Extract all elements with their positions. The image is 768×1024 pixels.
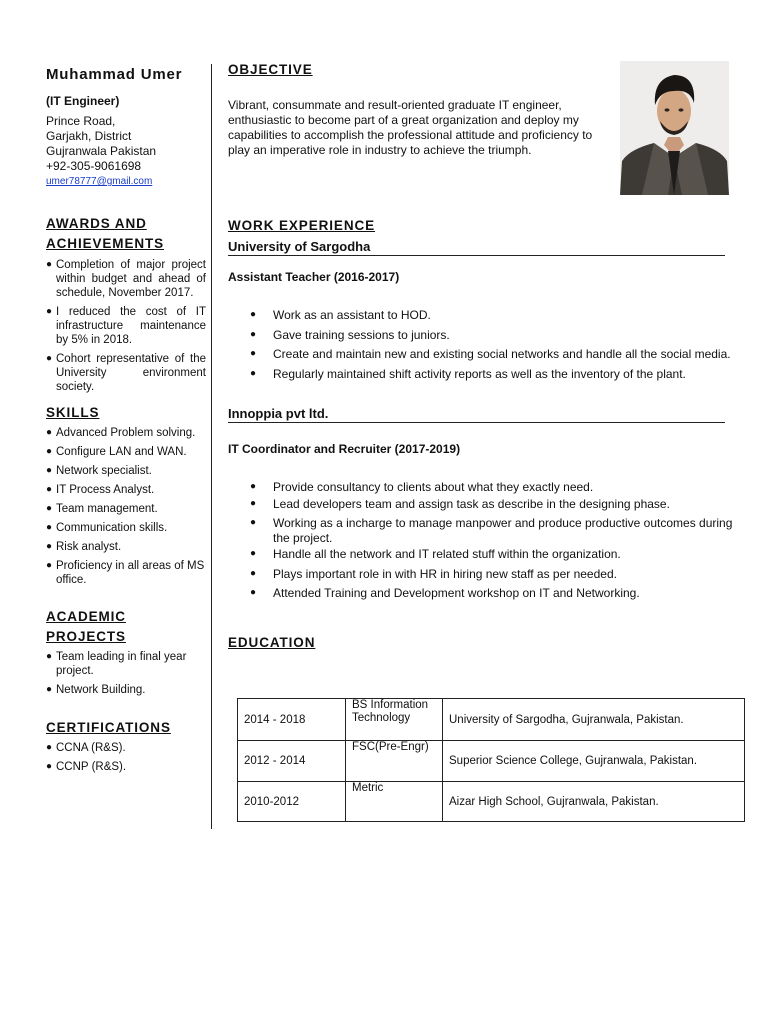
bullet-icon: ● <box>46 541 53 552</box>
list-item: ● Communication skills. <box>46 522 168 534</box>
list-item: ● Proficiency in all areas of MS office. <box>46 560 205 586</box>
certifications-heading: CERTIFICATIONS <box>46 720 171 735</box>
bullet-icon: ● <box>46 761 53 772</box>
certifications-list <box>46 741 206 774</box>
list-item: ● CCNP (R&S). <box>46 761 127 773</box>
bullet-icon: ● <box>46 259 53 270</box>
employer-name: Innoppia pvt ltd. <box>228 406 725 423</box>
education-degree: BS Information Technology <box>346 699 443 741</box>
awards-heading-line1: AWARDS AND <box>46 216 147 231</box>
email-link[interactable]: umer78777@gmail.com <box>46 176 153 187</box>
projects-heading <box>46 607 206 647</box>
table-row <box>238 782 745 822</box>
skills-heading: SKILLS <box>46 405 100 420</box>
address-line: Garjakh, District <box>46 129 132 143</box>
awards-heading <box>46 214 206 254</box>
bullet-icon: ● <box>46 651 53 662</box>
list-item: ● Cohort representative of the University environment society. <box>46 353 206 393</box>
employer-name: University of Sargodha <box>228 239 725 256</box>
bullet-icon: ● <box>250 481 257 492</box>
address-line: Gujranwala Pakistan <box>46 144 157 158</box>
work-experience-heading: WORK EXPERIENCE <box>228 218 376 233</box>
list-item: ● Regularly maintained shift activity reports as well as the inventory of the plant. <box>250 366 686 381</box>
list-item: ● Lead developers team and assign task as describe in the designing phase. <box>250 496 670 511</box>
bullet-icon: ● <box>250 587 257 598</box>
bullet-icon: ● <box>46 484 53 495</box>
list-item: ● Work as an assistant to HOD. <box>250 308 431 322</box>
education-years: 2014 - 2018 <box>238 699 346 741</box>
bullet-icon: ● <box>46 684 53 695</box>
address-line: Prince Road, <box>46 114 116 128</box>
skills-list <box>46 426 206 587</box>
bullet-icon: ● <box>250 497 257 509</box>
phone-number: +92-305-9061698 <box>46 159 142 173</box>
bullet-icon: ● <box>250 309 257 320</box>
list-item: ● Team management. <box>46 503 158 515</box>
duties-list <box>228 480 748 601</box>
duties-list <box>228 308 748 381</box>
list-item: ● Attended Training and Development workshop on IT and Networking. <box>250 586 640 600</box>
education-degree: Metric <box>346 782 443 822</box>
bullet-icon: ● <box>46 465 53 476</box>
job-position: Assistant Teacher (2016-2017) <box>228 270 400 284</box>
education-institute: Aizar High School, Gujranwala, Pakistan. <box>443 782 745 822</box>
bullet-icon: ● <box>46 522 53 533</box>
list-item: ● Gave training sessions to juniors. <box>250 327 450 342</box>
list-item: ● Create and maintain new and existing social networks and handle all the social media. <box>250 347 731 361</box>
bullet-icon: ● <box>250 567 257 579</box>
list-item: ● Network specialist. <box>46 465 152 477</box>
list-item: ● Advanced Problem solving. <box>46 427 196 439</box>
list-item: ● Plays important role in with HR in hiring new staff as per needed. <box>250 566 617 581</box>
list-item: ● Team leading in final year project. <box>46 651 187 677</box>
bullet-icon: ● <box>250 367 257 379</box>
bullet-icon: ● <box>250 348 257 359</box>
list-item: ● Risk analyst. <box>46 541 122 553</box>
job-position: IT Coordinator and Recruiter (2017-2019) <box>228 442 461 456</box>
bullet-icon: ● <box>46 446 53 457</box>
objective-text: Vibrant, consummate and result-oriented graduate IT engineer, enthusiastic to become part of a great organization and deploy my capabilities to accomplish the professional attitude and proficiency to play an imperative role in industry to achieve the triumph. <box>228 98 593 157</box>
list-item: ● Completion of major project within budget and ahead of schedule, November 2017. <box>46 259 206 299</box>
education-years: 2010-2012 <box>238 782 346 822</box>
bullet-icon: ● <box>46 306 53 317</box>
objective-heading: OBJECTIVE <box>228 62 313 77</box>
education-heading: EDUCATION <box>228 634 316 650</box>
education-institute: Superior Science College, Gujranwala, Pakistan. <box>443 741 745 782</box>
bullet-icon: ● <box>46 742 53 753</box>
list-item: ● IT Process Analyst. <box>46 484 155 496</box>
bullet-icon: ● <box>46 353 53 364</box>
list-item: ● Configure LAN and WAN. <box>46 446 187 458</box>
list-item: ● Handle all the network and IT related stuff within the organization. <box>250 547 621 561</box>
education-years: 2012 - 2014 <box>238 741 346 782</box>
list-item: ● Provide consultancy to clients about what they exactly need. <box>250 480 594 494</box>
table-row <box>238 741 745 782</box>
bullet-icon: ● <box>46 503 53 514</box>
bullet-icon: ● <box>46 427 53 438</box>
contact-block <box>46 114 206 189</box>
bullet-icon: ● <box>46 560 53 571</box>
list-item: ● CCNA (R&S). <box>46 742 126 754</box>
candidate-title: (IT Engineer) <box>46 94 120 108</box>
candidate-name: Muhammad Umer <box>46 66 183 83</box>
education-degree: FSC(Pre-Engr) <box>346 741 443 782</box>
awards-list <box>46 258 206 394</box>
projects-heading-line1: ACADEMIC <box>46 609 126 624</box>
projects-heading-line2: PROJECTS <box>46 629 126 644</box>
projects-list <box>46 650 206 697</box>
column-divider <box>211 64 212 829</box>
left-column <box>46 66 206 779</box>
bullet-icon: ● <box>250 517 257 528</box>
list-item: ● Network Building. <box>46 684 146 696</box>
education-institute: University of Sargodha, Gujranwala, Pakistan. <box>443 699 745 741</box>
education-table <box>237 698 745 822</box>
list-item: ● I reduced the cost of IT infrastructure maintenance by 5% in 2018. <box>46 306 206 346</box>
bullet-icon: ● <box>250 548 257 559</box>
bullet-icon: ● <box>250 328 257 340</box>
right-column <box>228 62 748 650</box>
list-item: ● Working as a incharge to manage manpower and produce productive outcomes during the project. <box>250 516 733 545</box>
awards-heading-line2: ACHIEVEMENTS <box>46 236 165 251</box>
table-row <box>238 699 745 741</box>
